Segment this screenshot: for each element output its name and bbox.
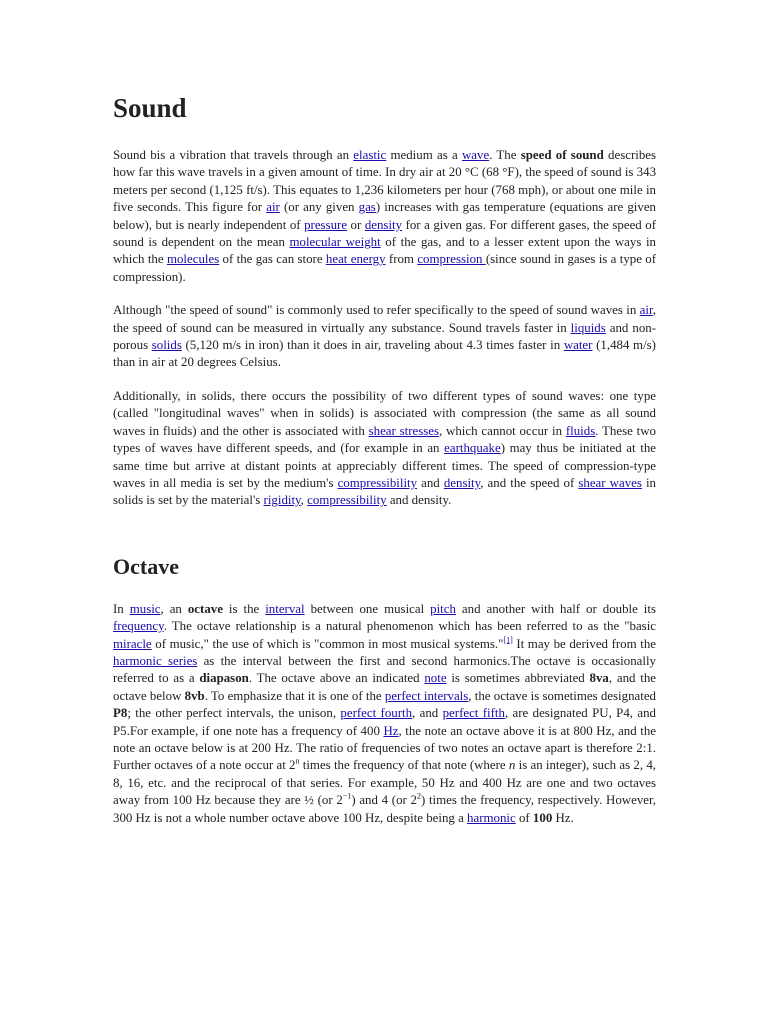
link-elastic[interactable]: elastic [353,148,387,162]
text: , an [160,601,188,616]
link-water[interactable]: water [563,338,593,353]
text: ) may thus be initiated at the same time but arrive at distant points at appreciably different times. The speed of compression-type waves in all media is set by the medium's [113,441,656,490]
link-note[interactable]: note [424,671,447,686]
text: for a given gas. For different gases, the speed of sound is dependent on the mean [113,217,656,250]
text: of [515,810,533,825]
text: . These two types of waves have different speeds, and (for example in an [113,423,656,456]
text: , and the octave below [113,671,656,703]
text: . To emphasize that it is one of the [204,688,385,703]
bold-8va: 8va [589,671,609,686]
paragraph-speed-of-sound [113,147,656,286]
text: as the interval between the first and second harmonics.The octave is occasionally referred to as a [113,653,656,686]
text: ; the other perfect intervals, the unison, [127,706,341,721]
text: (5,120 m/s in iron) than it does in air, traveling about 4.3 times faster in [181,338,564,353]
text: . The octave relationship is a natural phenomenon which has been referred to as the "basic [163,619,656,634]
text: , and the speed of [480,475,579,490]
bold-p8: P8 [113,706,128,721]
text: , the speed of sound can be measured in virtually any substance. Sound travels faster in [113,303,656,335]
text: is the [222,601,266,616]
text: and density. [386,493,452,508]
superscript-n: n [295,757,300,767]
text: , and [412,706,443,721]
paragraph-solids [113,388,656,510]
text: of the gas can store [219,252,326,267]
link-perfect-intervals[interactable]: perfect intervals [384,688,469,703]
text: or [347,217,365,232]
text: ) and 4 (or 2 [351,793,417,808]
text: and [417,475,444,490]
link-earthquake[interactable]: earthquake [444,441,501,456]
text: . The octave above an indicated [248,671,425,686]
document-body [113,91,656,843]
text: , which cannot occur in [439,423,566,438]
text: It may be derived from the [512,636,656,651]
text: In [113,601,130,616]
text: , [300,493,308,508]
text: , are designated PU, P4, and P5.For example, if one note has a frequency of 400 [113,706,656,738]
link-air[interactable]: air [266,200,280,215]
superscript-2: 2 [416,791,421,801]
link-compressibility[interactable]: compressibility [337,475,418,490]
paragraph-octave [113,601,656,827]
bold-100: 100 [532,810,553,825]
text: and non-porous [113,320,656,353]
section-heading-octave: Octave [113,553,179,579]
text: , the note an octave above it is at 800 Hz, and the note an octave below is at 200 Hz. The ratio of frequencies of two notes an octave apart is therefore 2:1. Further octaves of a note occur at 2 [113,723,656,773]
text: ) increases with gas temperature (equations are given below), but is nearly independent of [113,200,656,232]
link-density[interactable]: density [364,217,403,232]
link-gas[interactable]: gas [358,200,376,215]
link-pitch[interactable]: pitch [430,601,456,616]
text: ) times the frequency, respectively. However, 300 Hz is not a whole number octave above 100 Hz, despite being a [113,793,656,825]
text: Hz. [552,810,574,825]
text: , the octave is sometimes designated [468,688,656,703]
link-harmonic-series[interactable]: harmonic series [113,653,198,668]
superscript-neg1: −1 [342,791,352,801]
reference-link[interactable]: [1] [503,635,513,645]
link-miracle[interactable]: miracle [113,636,152,651]
text: of the gas, and to a lesser extent upon the ways in which the [113,235,656,267]
link-perfect-fourth[interactable]: perfect fourth [340,706,413,721]
link-liquids[interactable]: liquids [570,320,606,335]
italic-n: n [508,758,516,773]
text: between one musical [304,601,431,616]
text: and another with half or double its [455,601,656,616]
text: Additionally, in solids, there occurs the possibility of two different types of sound waves: one type (called "longitudinal waves" when in solids) is associated with compression (the same as all sound waves in fluids) and the other is associated with [113,388,656,438]
link-compression[interactable]: compression [417,252,486,267]
bold-diapason: diapason [199,671,249,686]
link-heat-energy[interactable]: heat energy [325,252,386,267]
text: in solids is set by the material's [113,475,656,508]
text: (since sound in gases is a type of compression). [113,252,657,284]
link-wave[interactable]: wave [461,148,490,162]
text: (1,484 m/s) than in air at 20 degrees Celsius. [113,338,656,370]
link-interval[interactable]: interval [265,601,305,616]
link-fluids[interactable]: fluids [565,423,596,438]
section-gap [113,526,656,553]
link-solids[interactable]: solids [151,338,182,353]
text: describes how far this wave travels in a given amount of time. In dry air at 20 °C (68 °F), the speed of sound is 343 meters per second (1,125 ft/s). This equates to 1,236 kilometers per hour (768 mph), or about one mile in five seconds. This figure for [113,148,657,215]
link-molecules[interactable]: molecules [166,252,220,267]
text: from [385,252,418,267]
text: of music," the use of which is "common in most musical systems." [151,636,504,651]
link-hz[interactable]: Hz [383,723,399,738]
bold-speed-of-sound: speed of sound [520,148,604,162]
bold-octave: octave [187,601,223,616]
text: is sometimes abbreviated [446,671,590,686]
link-perfect-fifth[interactable]: perfect fifth [442,706,505,721]
text: medium as a [386,148,462,162]
link-compressibility[interactable]: compressibility [307,493,387,508]
bold-8vb: 8vb [184,688,205,703]
link-frequency[interactable]: frequency [113,619,164,634]
text: is an integer), such as 2, 4, 8, 16, etc. and the reciprocal of that series. For example, 50 Hz and 400 Hz are one and two octaves away from 100 Hz because they are ½ (or 2 [113,758,656,808]
link-shear-waves[interactable]: shear waves [578,475,642,490]
text: times the frequency of that note (where [299,758,509,773]
link-music[interactable]: music [129,601,161,616]
link-pressure[interactable]: pressure [304,217,348,232]
link-shear-stresses[interactable]: shear stresses [368,423,440,438]
link-rigidity[interactable]: rigidity [263,493,301,508]
paragraph-speed-in-media [113,302,656,372]
text: . The [489,148,521,162]
text: (or any given [279,200,359,215]
text: Sound bis a vibration that travels through an [113,148,354,162]
link-molecular-weight[interactable]: molecular weight [289,235,381,250]
link-harmonic[interactable]: harmonic [467,810,516,825]
page-title: Sound [113,93,187,123]
link-density[interactable]: density [443,475,481,490]
link-air[interactable]: air [639,303,653,318]
text: Although "the speed of sound" is commonly used to refer specifically to the speed of sound waves in [113,303,640,318]
